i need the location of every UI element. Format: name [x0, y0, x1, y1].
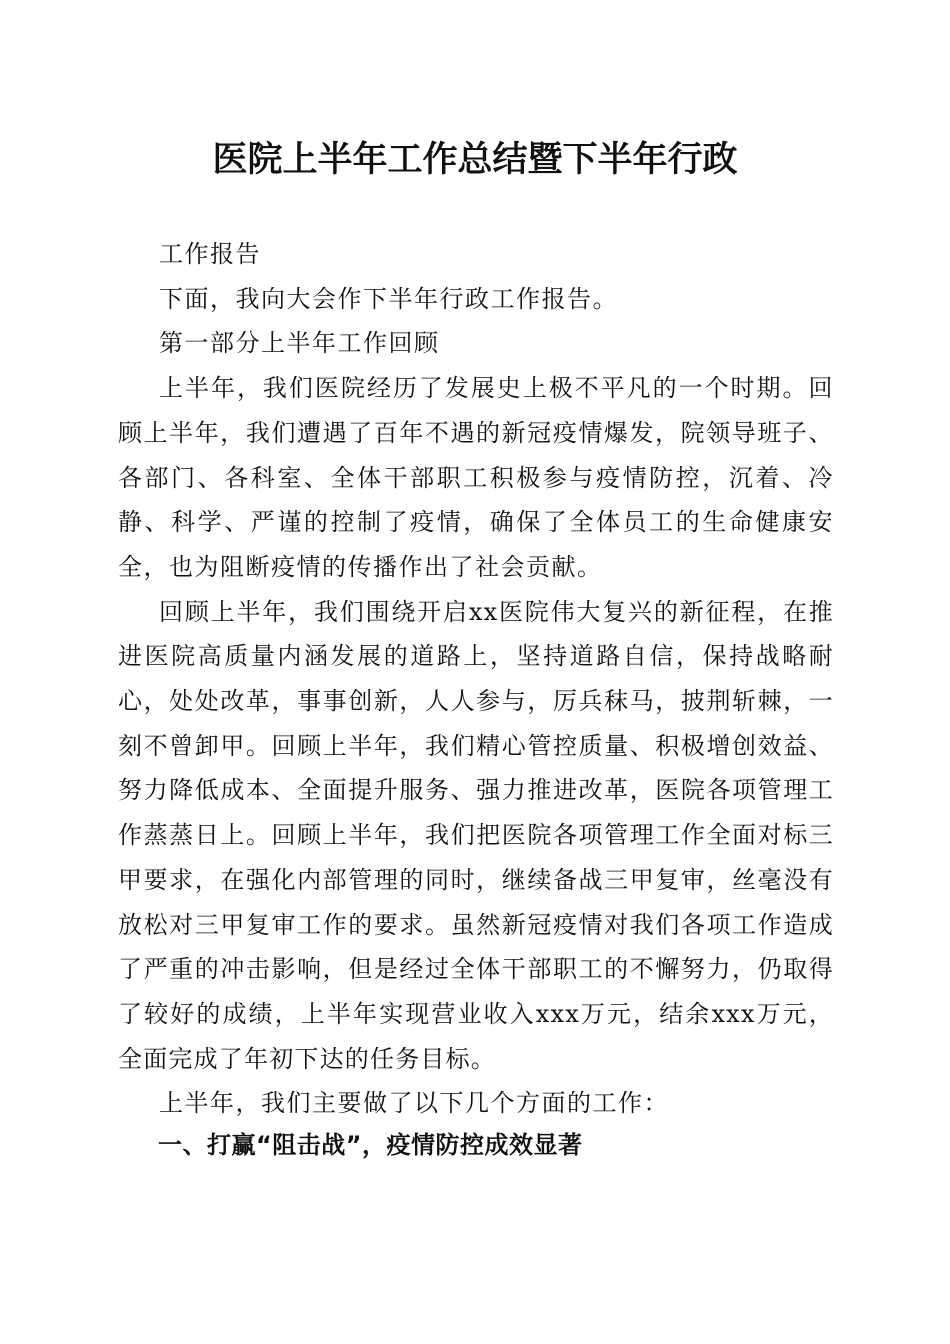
document-title: 医院上半年工作总结暨下半年行政	[212, 139, 738, 180]
document-body	[118, 232, 834, 1126]
paragraph-review-1: 上半年，我们医院经历了发展史上极不平凡的一个时期。回顾上半年，我们遭遇了百年不遇的新冠疫情爆发，院领导班子、各部门、各科室、全体干部职工积极参与疫情防控，沉着、冷静、科学、严谨的控制了疫情，确保了全体员工的生命健康安全，也为阻断疫情的传播作出了社会贡献。	[118, 374, 834, 581]
paragraph-report-label: 工作报告	[159, 240, 261, 268]
paragraph-part-one-heading: 第一部分上半年工作回顾	[159, 329, 440, 358]
paragraph-intro: 下面，我向大会作下半年行政工作报告。	[159, 284, 618, 313]
paragraph-work-list-intro: 上半年，我们主要做了以下几个方面的工作：	[159, 1089, 669, 1118]
section-heading-one: 一、打赢“阻击战”，疫情防控成效显著	[158, 1131, 583, 1159]
paragraph-review-2: 回顾上半年，我们围绕开启xx医院伟大复兴的新征程，在推进医院高质量内涵发展的道路上，坚持道路自信，保持战略耐心，处处改革，事事创新，人人参与，厉兵秣马，披荆斩棘，一刻不曾卸甲。回顾上半年，我们精心管控质量、积极增创效益、努力降低成本、全面提升服务、强力推进改革，医院各项管理工作蒸蒸日上。回顾上半年，我们把医院各项管理工作全面对标三甲要求，在强化内部管理的同时，继续备战三甲复审，丝毫没有放松对三甲复审工作的要求。虽然新冠疫情对我们各项工作造成了严重的冲击影响，但是经过全体干部职工的不懈努力，仍取得了较好的成绩，上半年实现营业收入xxx万元，结余xxx万元，全面完成了年初下达的任务目标。	[118, 597, 834, 1073]
